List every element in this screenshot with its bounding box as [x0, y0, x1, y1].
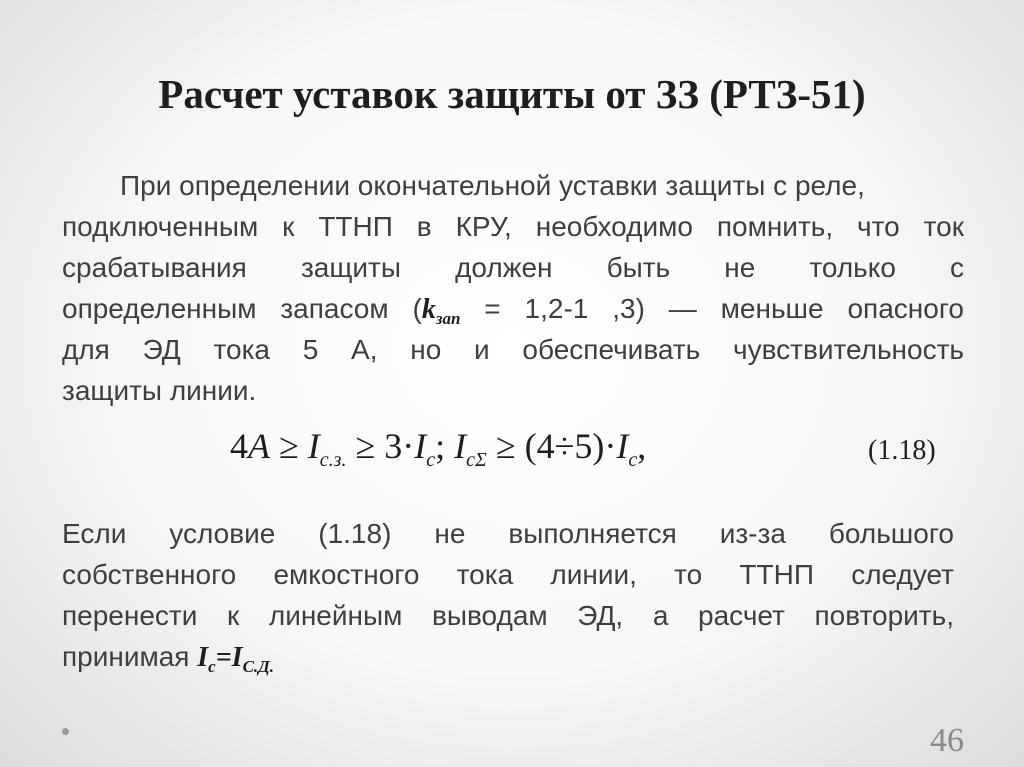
bullet-dot-icon — [62, 728, 69, 735]
k-letter: k — [421, 294, 436, 325]
formula-1-18 — [230, 425, 960, 477]
eq-ampere: A — [248, 426, 270, 466]
paragraph-2-line-3: перенести к линейным выводам ЭД, а расчет повторить, — [62, 600, 954, 631]
eq-I-setting: I — [307, 426, 320, 466]
I-c-letter: I — [197, 642, 209, 673]
eq-sub-c-2: с — [628, 449, 638, 471]
paragraph-1-line-4 — [62, 288, 964, 329]
eq-I-sum: I — [454, 426, 467, 466]
I-cd-subscript: С.Д. — [242, 657, 275, 676]
eq-ge-2: ≥ 3· — [346, 426, 415, 466]
I-c-subscript: с — [208, 657, 216, 676]
k-subscript: зап — [435, 309, 461, 328]
eq-comma: , — [637, 426, 647, 466]
eq-sub-c: с — [426, 449, 436, 471]
paragraph-1-line-4-end: = 1,2-1 ,3) — меньше опасного — [460, 293, 964, 324]
k-zap-symbol — [421, 294, 461, 328]
paragraph-1-line-5: для ЭД тока 5 А, но и обеспечивать чувствительность — [62, 334, 964, 365]
paragraph-1 — [62, 165, 964, 415]
page-number: 46 — [930, 722, 964, 759]
paragraph-1-line-6: защиты линии. — [62, 375, 257, 406]
eq-ge-1: ≥ — [270, 426, 308, 466]
paragraph-2-line-1: Если условие (1.18) не выполняется из-за большого — [62, 518, 954, 549]
paragraph-1-line-2: подключенным к ТТНП в КРУ, необходимо помнить, что ток — [62, 211, 964, 242]
eq-semicolon: ; — [435, 426, 455, 466]
current-equality — [197, 642, 275, 676]
paragraph-1-line-3: срабатывания защиты должен быть не только с — [62, 252, 964, 283]
eq-sub-sum: сΣ — [466, 449, 487, 471]
paragraph-1-line-4-start: определенным запасом ( — [62, 293, 422, 324]
equals-sign: = — [215, 642, 232, 673]
equation-number: (1.18) — [868, 435, 936, 466]
paragraph-1-line-1: При определении окончательной уставки защиты с реле, — [120, 170, 865, 201]
I-cd-letter: I — [231, 642, 243, 673]
paragraph-2-line-2: собственного емкостного тока линии, то ТТНП следует — [62, 559, 954, 590]
eq-I-c: I — [414, 426, 427, 466]
slide-title: Расчет уставок защиты от ЗЗ (РТЗ-51) — [158, 71, 866, 117]
paragraph-2-line-4-start: принимая — [62, 641, 198, 672]
paragraph-2 — [62, 513, 954, 683]
eq-ge-3: ≥ (4÷5)· — [486, 426, 617, 466]
eq-sub-setting: с.з. — [319, 449, 347, 471]
paragraph-2-line-4 — [62, 636, 954, 677]
eq-I-c-2: I — [616, 426, 629, 466]
eq-four: 4 — [230, 426, 248, 466]
